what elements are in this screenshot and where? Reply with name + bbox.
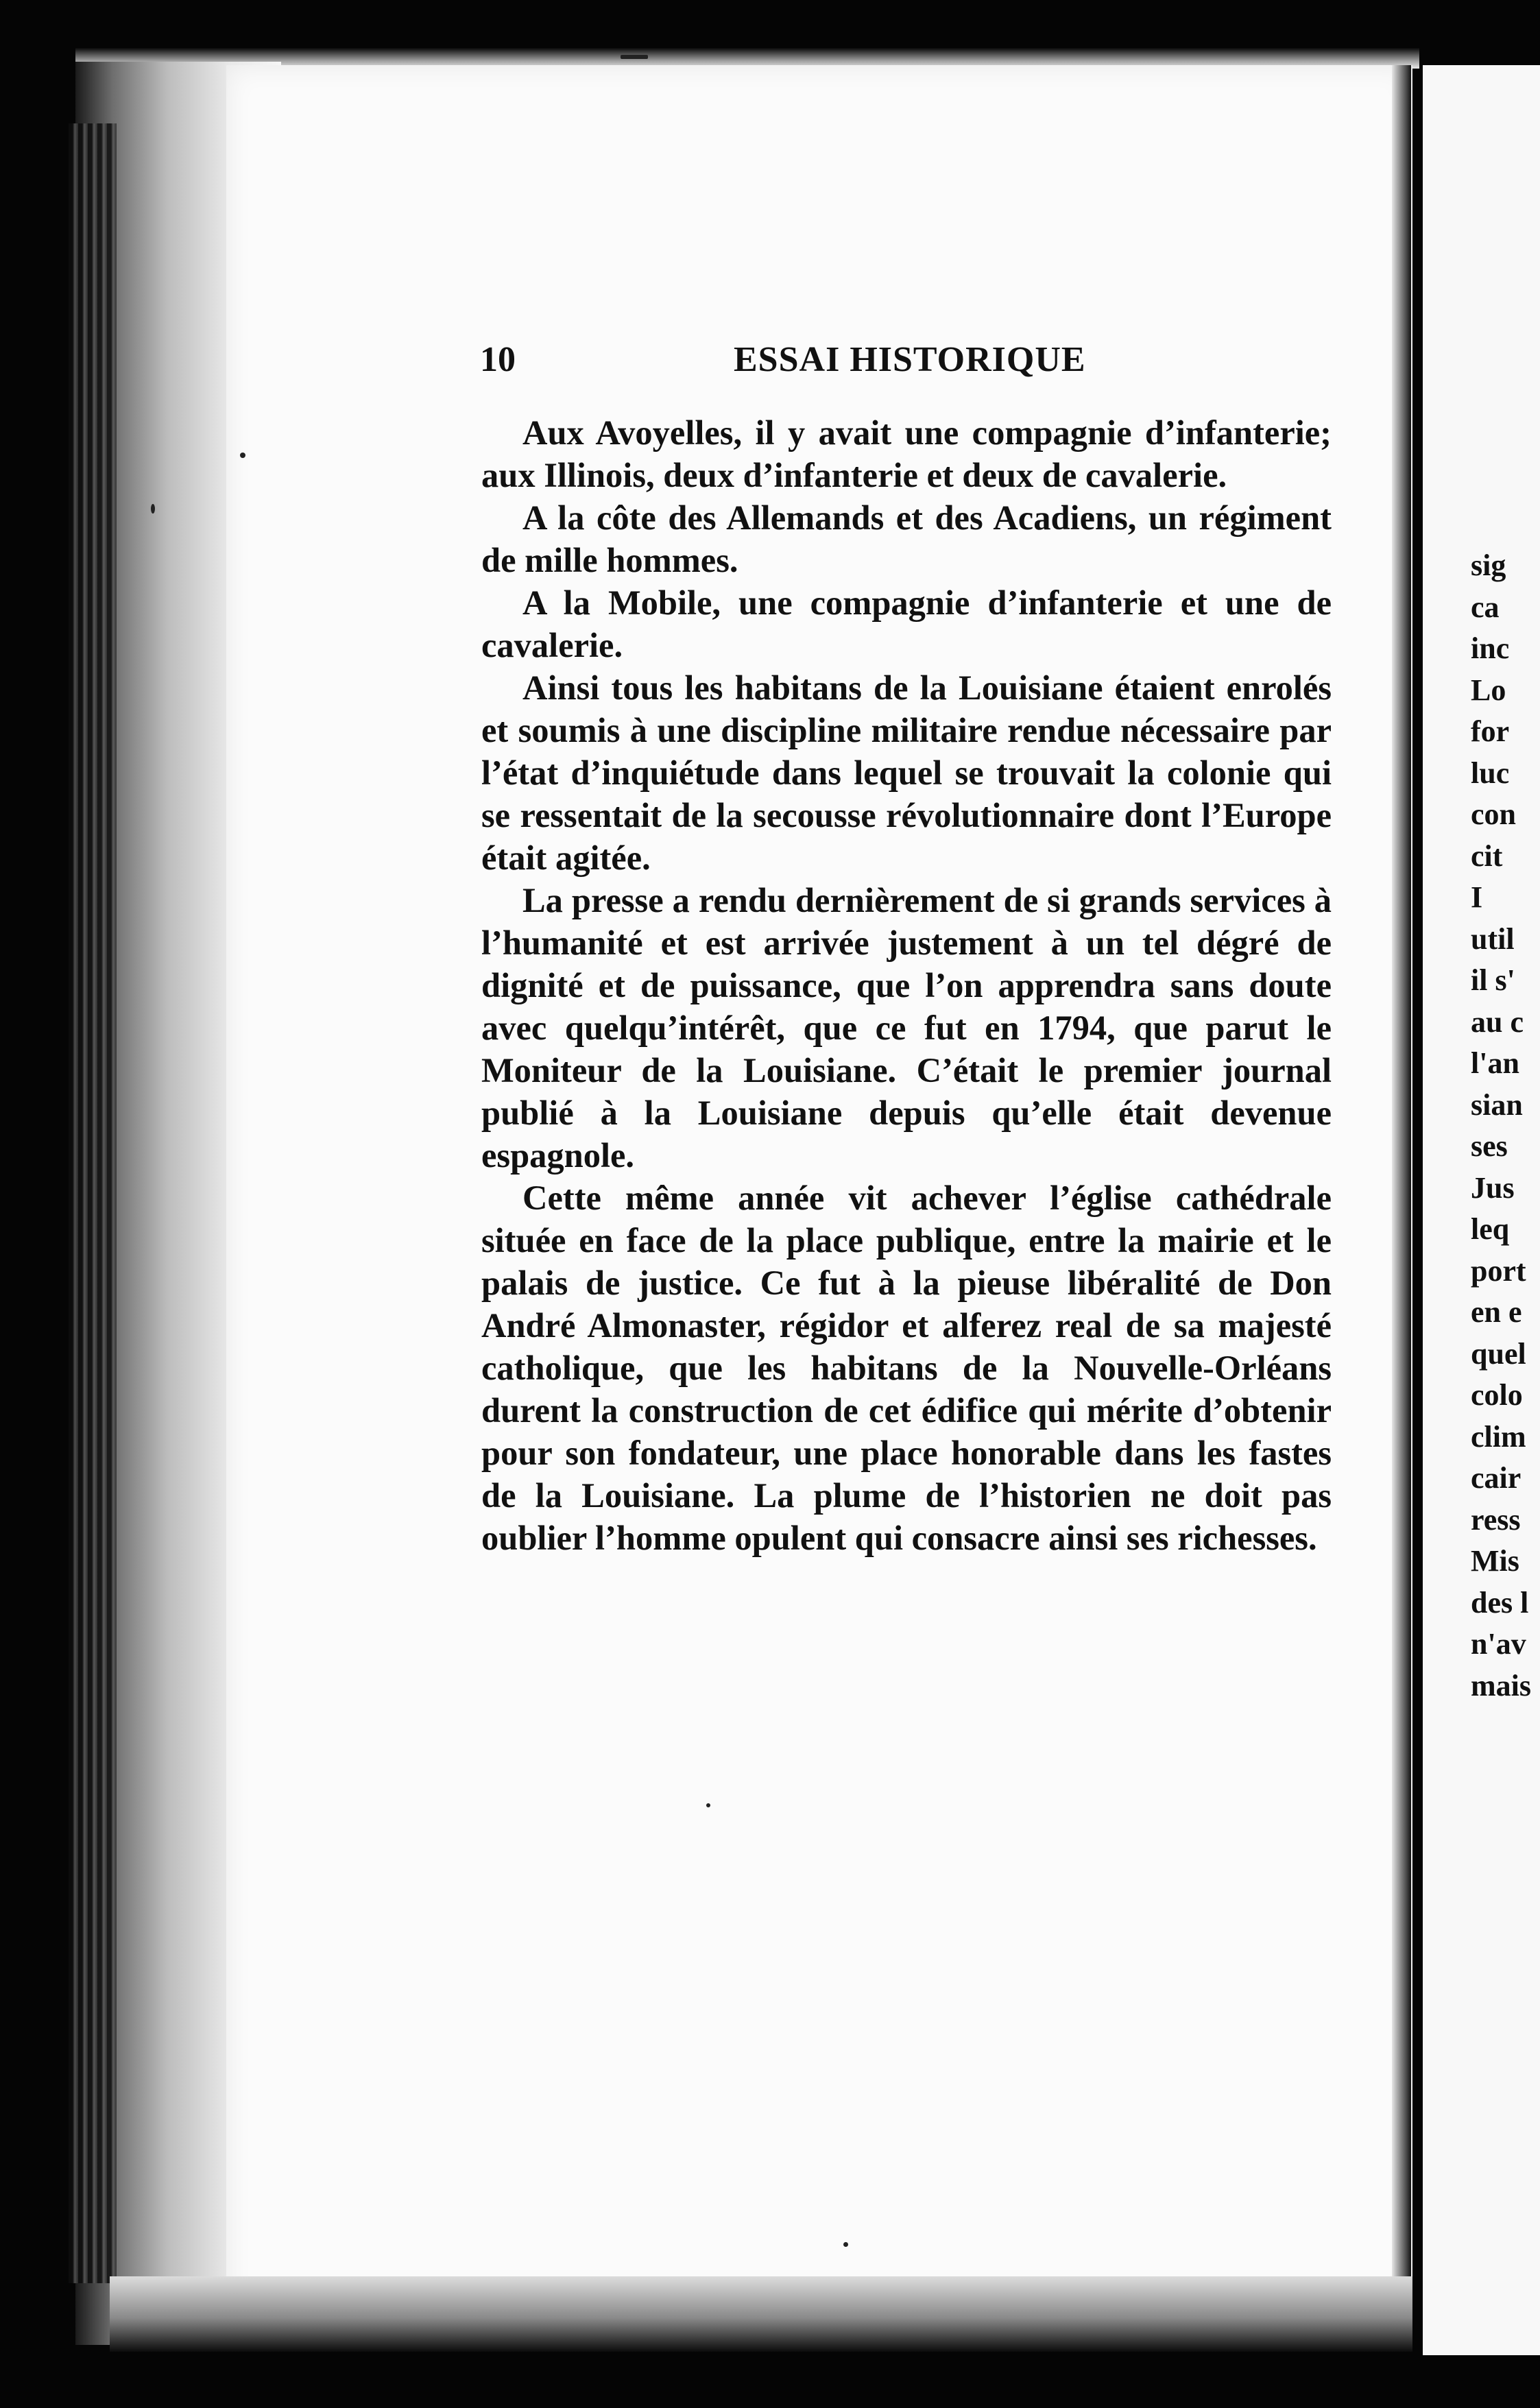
paragraph: A la Mobile, une compagnie d’infanterie et une de cavalerie. xyxy=(481,583,1332,664)
next-page-fragment: mais xyxy=(1471,1668,1531,1702)
next-page-fragment: l'an xyxy=(1471,1046,1519,1080)
page-bottom-edge xyxy=(110,2276,1412,2352)
next-page-text xyxy=(1471,545,1531,1707)
running-title: ESSAI HISTORIQUE xyxy=(734,340,1086,379)
next-page-fragment: n'av xyxy=(1471,1627,1526,1661)
next-page-fragment: sig xyxy=(1471,549,1506,582)
next-page-fragment: cit xyxy=(1471,839,1503,873)
paragraph: Ainsi tous les habitans de la Louisiane étaient enrolés et soumis à une discipline militaire rendue nécessaire par l’état d’inquiétude dans lequel se trouvait la colonie qui se ressentait de la secousse révolutionnaire dont l’Europe était agitée. xyxy=(481,669,1332,877)
paragraph: Cette même année vit achever l’église cathédrale située en face de la place publique, entre la mairie et le palais de justice. Ce fut à la pieuse libéralité de Don André Almonaster, régidor et alferez real de sa majesté catholique, que les habitans de la Nouvelle-Orléans durent la construction de cet édifice qui mérite d’obtenir pour son fondateur, une place honorable dans les fastes de la Louisiane. La plume de l’historien ne doit pas oublier l’homme opulent qui consacre ainsi ses richesses. xyxy=(481,1179,1332,1557)
scan-speck xyxy=(151,504,155,514)
scan-speck xyxy=(240,453,245,458)
body-text xyxy=(481,411,1332,1559)
paragraph: Aux Avoyelles, il y avait une compagnie d’infanterie; aux Illinois, deux d’infanterie et deux de cavalerie. xyxy=(481,413,1332,494)
next-page-fragment: ses xyxy=(1471,1129,1508,1163)
next-page-fragment: port xyxy=(1471,1253,1526,1288)
next-page-sliver xyxy=(1423,65,1540,2355)
next-page-fragment: des l xyxy=(1471,1585,1529,1620)
next-page-fragment: au c xyxy=(1471,1004,1524,1039)
next-page-fragment: luc xyxy=(1471,756,1510,790)
next-page-fragment: ress xyxy=(1471,1502,1521,1537)
scan-speck xyxy=(706,1803,710,1807)
next-page-fragment: il s' xyxy=(1471,963,1515,997)
book-spine-streaks xyxy=(69,123,117,2283)
page-gutter-shadow xyxy=(1392,65,1411,2345)
paragraph: A la côte des Allemands et des Acadiens, un régiment de mille hommes. xyxy=(481,498,1332,579)
next-page-fragment: Jus xyxy=(1471,1170,1515,1205)
next-page-fragment: Lo xyxy=(1471,673,1506,707)
next-page-fragment: en e xyxy=(1471,1295,1522,1329)
next-page-fragment: sian xyxy=(1471,1087,1523,1122)
next-page-fragment: inc xyxy=(1471,631,1510,665)
page-number: 10 xyxy=(480,340,516,379)
next-page-fragment: cair xyxy=(1471,1461,1521,1495)
running-head xyxy=(480,339,1337,387)
next-page-fragment: con xyxy=(1471,797,1516,831)
next-page-fragment: for xyxy=(1471,714,1510,748)
paragraph: La presse a rendu dernièrement de si grands services à l’humanité et est arrivée justement à un tel dégré de dignité et de puissance, que l’on apprendra sans doute avec quelqu’intérêt, que ce fut en 1794, que parut le Moniteur de la Louisiane. C’était le premier journal publié à la Louisiane depuis qu’elle était devenue espagnole. xyxy=(481,881,1332,1175)
next-page-fragment: clim xyxy=(1471,1419,1526,1454)
next-page-fragment: I xyxy=(1471,880,1483,914)
next-page-fragment: Mis xyxy=(1471,1544,1519,1578)
next-page-fragment: leq xyxy=(1471,1212,1510,1246)
next-page-fragment: colo xyxy=(1471,1378,1523,1412)
next-page-fragment: quel xyxy=(1471,1336,1526,1371)
next-page-fragment: ca xyxy=(1471,590,1500,624)
scan-speck xyxy=(843,2242,848,2247)
next-page-fragment: util xyxy=(1471,922,1515,956)
scan-speck xyxy=(621,55,648,59)
